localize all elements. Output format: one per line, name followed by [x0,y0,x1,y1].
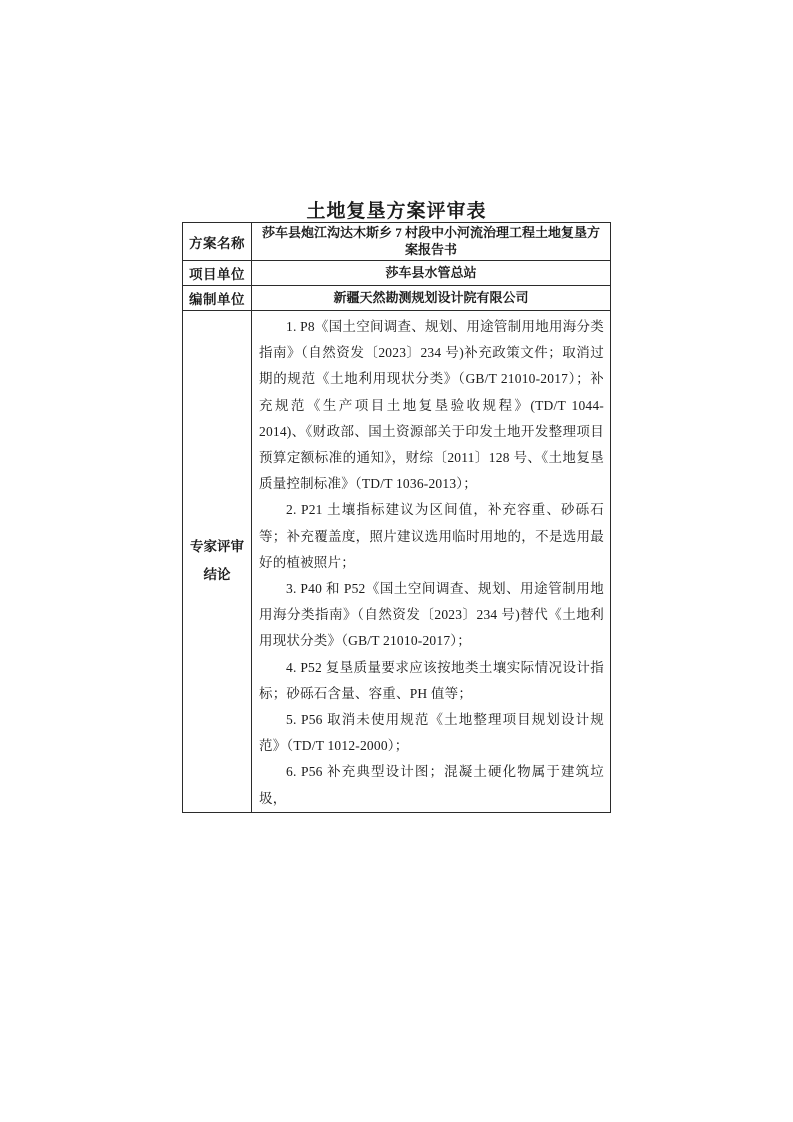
project-unit-label: 项目单位 [183,261,252,286]
plan-name-label: 方案名称 [183,223,252,261]
project-unit-value: 莎车县水管总站 [252,261,611,286]
review-table [182,222,611,813]
page-title: 土地复垦方案评审表 [306,201,487,222]
review-paragraph-4: 4. P52 复垦质量要求应该按地类土壤实际情况设计指标；砂砾石含量、容重、PH 值等； [259,659,604,701]
expert-review-label-line2: 结论 [203,567,231,583]
table-row-compiling-unit [183,286,611,311]
table-row-plan-name [183,223,611,261]
expert-review-content [252,311,611,813]
expert-review-label-line1: 专家评审 [190,539,244,555]
expert-review-label [183,311,252,813]
table-row-expert-review [183,311,611,813]
compiling-unit-value: 新疆天然勘测规划设计院有限公司 [252,286,611,311]
review-paragraph-2: 2. P21 土壤指标建议为区间值，补充容重、砂砾石等；补充覆盖度，照片建议选用临时用地的，不是选用最好的植被照片； [259,502,604,570]
review-paragraph-5: 5. P56 取消未使用规范《土地整理项目规划设计规范》（TD/T 1012-2000）； [259,712,604,754]
review-paragraph-6: 6. P56 补充典型设计图；混凝土硬化物属于建筑垃圾， [259,764,604,806]
plan-name-value: 莎车县炮江沟达木斯乡 7 村段中小河流治理工程土地复垦方案报告书 [252,223,611,261]
review-paragraph-3: 3. P40 和 P52《国土空间调查、规划、用途管制用地用海分类指南》（自然资发〔2023〕234 号)替代《土地利用现状分类》（GB/T 21010-2017）； [259,581,604,649]
review-paragraph-1: 1. P8《国土空间调查、规划、用途管制用地用海分类指南》（自然资发〔2023〕234 号)补充政策文件；取消过期的规范《土地利用现状分类》（GB/T 21010-2017）；补充规范《生产项目土地复垦验收规程》(TD/T 1044-2014)、《财政部、国土资源部关于印发土地开发整理项目预算定额标准的通知》，财综〔2011〕128 号、《土地复垦质量控制标准》（TD/T 1036-2013）； [259,319,604,492]
compiling-unit-label: 编制单位 [183,286,252,311]
table-row-project-unit [183,261,611,286]
